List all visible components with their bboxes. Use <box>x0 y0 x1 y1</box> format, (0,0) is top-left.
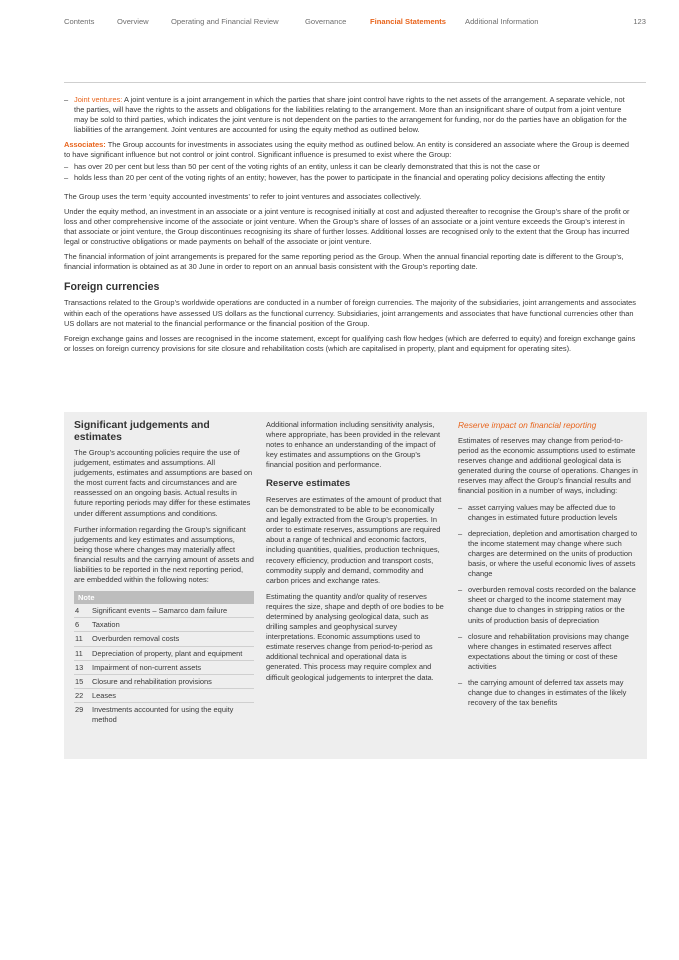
notes-row <box>74 675 254 689</box>
note-number: 29 <box>75 704 84 714</box>
header-divider <box>64 82 646 83</box>
dash-marker: – <box>64 172 69 182</box>
judgements-panel <box>64 412 647 759</box>
main-text <box>64 95 637 359</box>
associates-paragraph <box>64 140 637 160</box>
notes-row <box>74 604 254 618</box>
note-title: Investments accounted for using the equity method <box>92 704 234 724</box>
dash-marker: – <box>458 502 463 512</box>
note-number: 11 <box>75 648 83 658</box>
reserve-estimates-paragraph: Reserves are estimates of the amount of product that can be demonstrated to be able to be economically and legally extracted from the Group’s properties. In order to estimate reserves, assumptions are required about a range of technical and economic factors, including quantities, qualities, production techniques, recovery efficiency, production and transport costs, commodity supply and demand, commodity and carbon prices and exchange rates. <box>266 494 442 585</box>
note-number: 13 <box>75 662 84 672</box>
notes-row <box>74 618 254 632</box>
note-title: Leases <box>92 690 116 700</box>
note-title: Depreciation of property, plant and equipment <box>92 648 243 658</box>
dash-marker: – <box>64 161 69 171</box>
paragraph-fx-transactions: Transactions related to the Group’s worldwide operations are conducted in a number of foreign currencies. The majority of the subsidiaries, joint arrangements and associates within each of the operations have assessed US dollars as the functional currency. Subsidiaries, joint arrangements and associates that have functional currencies other than US dollars are not material to the financial performance or the financial position of the Group. <box>64 298 637 328</box>
judgements-heading: Significant judgements and estimates <box>74 420 210 443</box>
note-title: Taxation <box>92 620 120 630</box>
note-title: Impairment of non-current assets <box>92 662 202 672</box>
dash-marker: – <box>64 95 69 104</box>
nav-operating-financial-review[interactable]: Operating and Financial Review <box>171 17 279 26</box>
notes-row <box>74 632 254 646</box>
reserve-estimates-heading: Reserve estimates <box>266 478 351 490</box>
notes-table-header: Note <box>74 591 254 604</box>
dash-marker: – <box>458 585 463 595</box>
dash-marker: – <box>458 631 463 641</box>
note-number: 4 <box>75 606 80 616</box>
additional-info-paragraph: Additional information including sensitivity analysis, where appropriate, has been provided in the relevant notes to enhance an understanding of the impact of key estimates and assumptions on the Group’s financial position and performance. <box>266 420 441 470</box>
panel-column-2 <box>266 420 444 689</box>
paragraph-equity-term: The Group uses the term ‘equity accounted investments’ to refer to joint ventures and associates collectively. <box>64 191 422 201</box>
bullet-text: overburden removal costs recorded on the balance sheet or charged to the income statement may change due to changes in stripping ratios or the units of production basis of depreciation <box>468 585 636 625</box>
note-number: 15 <box>75 676 84 686</box>
reserve-impact-bullet <box>458 529 638 579</box>
note-number: 11 <box>75 634 83 644</box>
reserve-impact-bullet <box>458 632 638 672</box>
reserve-impact-bullet <box>458 585 638 625</box>
reserve-impact-heading: Reserve impact on financial reporting <box>458 420 597 430</box>
joint-ventures-item <box>64 95 637 135</box>
joint-ventures-text: A joint venture is a joint arrangement in which the parties that share joint control have rights to the net assets of the arrangement. A separate vehicle, not the parties, will have the rights to the assets and obligations for the liabilities relating to the arrangement. More than an insignificant share of output from a joint venture may be sold to third parties, which indicates the joint venture is not dependent on the parties to the arrangement for funding, nor do the parties have an obligation for the liabilities of the arrangement. Joint ventures are accounted for using the equity method as outlined below. <box>74 95 627 135</box>
reserve-estimates-paragraph: Estimating the quantity and/or quality of reserves requires the size, shape and depth of ore bodies to be determined by analysing geological data, such as drilling samples and geophysical survey interpretations. Economic assumptions used to estimate reserves change from period-to-period as additional technical and operational data is generated. This process may require complex and difficult geological judgements to interpret the data. <box>266 591 444 682</box>
top-navigation <box>64 17 646 29</box>
dash-marker: – <box>458 528 463 538</box>
nav-contents[interactable]: Contents <box>64 17 95 26</box>
associates-bullet <box>64 173 637 183</box>
associates-bullet-text: holds less than 20 per cent of the voting rights of an entity; however, has the power to participate in the financial and operating policy decisions affecting the entity <box>74 172 606 182</box>
nav-governance[interactable]: Governance <box>305 17 347 26</box>
notes-row <box>74 647 254 661</box>
nav-overview[interactable]: Overview <box>117 17 149 26</box>
nav-financial-statements[interactable]: Financial Statements <box>370 17 446 26</box>
foreign-currencies-heading: Foreign currencies <box>64 281 160 294</box>
notes-row <box>74 661 254 675</box>
paragraph-fx-gains: Foreign exchange gains and losses are recognised in the income statement, except for qualifying cash flow hedges (which are deferred to equity) and foreign exchange gains or losses on foreign currency provisions for site closure and rehabilitation costs (which are capitalised in property, plant and equipment for operating sites). <box>64 333 636 353</box>
panel-column-3 <box>458 420 638 714</box>
paragraph-joint-arrangements: The financial information of joint arrangements is prepared for the same reporting period as the Group. When the annual financial reporting date is different to the Group’s, financial information is obtained as at 30 June in order to report on an annual basis consistent with the Group’s reporting date. <box>64 252 624 272</box>
dash-marker: – <box>458 677 463 687</box>
associates-label: Associates: <box>64 140 106 150</box>
reserve-impact-bullet <box>458 678 638 708</box>
paragraph-equity-method: Under the equity method, an investment in an associate or a joint venture is recognised initially at cost and adjusted thereafter to recognise the Group’s share of the profit or loss and other comprehensive income of the associate or joint venture. When the Group’s share of losses of an associate or a joint venture exceeds the Group’s interest in that associate or joint venture, the Group discontinues recognising its share of further losses. Additional losses are recognised only to the extent that the Group has incurred legal or constructive obligations or made payments on behalf of the associate or joint venture. <box>64 206 630 247</box>
panel-column-1 <box>74 420 254 726</box>
associates-text: The Group accounts for investments in associates using the equity method as outlined below. An entity is considered an associate where the Group is deemed to have significant influence but not control or joint control. Significant influence is presumed to exist where the Group: <box>64 140 630 160</box>
bullet-text: closure and rehabilitation provisions may change where changes in estimated reserves affect expectations about the timing or cost of these activities <box>468 631 629 671</box>
judgements-paragraph: Further information regarding the Group’s significant judgements and key estimates and assumptions, being those where changes may materially affect financial results and the carrying amount of assets and liabilities to be reported in the next reporting period, are embedded within the following notes: <box>74 524 254 585</box>
associates-bullet-text: has over 20 per cent but less than 50 per cent of the voting rights of an entity, unless it can be clearly demonstrated that this is not the case or <box>74 161 540 171</box>
notes-table <box>74 591 254 726</box>
nav-additional-information[interactable]: Additional Information <box>465 17 539 26</box>
page-number: 123 <box>633 17 646 26</box>
notes-row <box>74 689 254 703</box>
note-title: Closure and rehabilitation provisions <box>92 676 212 686</box>
judgements-paragraph: The Group’s accounting policies require the use of judgement, estimates and assumptions. All judgements, estimates and assumptions are based on the most current facts and circumstances and are reassessed on an ongoing basis. Actual results in future reporting periods may differ for these estimates under different assumptions and conditions. <box>74 448 253 518</box>
note-number: 22 <box>75 690 84 700</box>
note-title: Overburden removal costs <box>92 634 180 644</box>
reserve-impact-bullet <box>458 503 638 523</box>
bullet-text: depreciation, depletion and amortisation charged to the income statement may change where such charges are determined on the units of production basis, or where the useful economic lives of assets change <box>468 528 638 579</box>
joint-ventures-label: Joint ventures: <box>74 95 123 104</box>
note-title: Significant events – Samarco dam failure <box>92 606 228 616</box>
note-number: 6 <box>75 620 80 630</box>
bullet-text: asset carrying values may be affected due to changes in estimated future production levels <box>468 502 618 522</box>
reserve-impact-paragraph: Estimates of reserves may change from period-to-period as the economic assumptions used to estimate reserves change and additional geological data is generated during the course of operations. Changes in reserves may affect the Group’s financial results and financial position in a number of ways, including: <box>458 436 638 496</box>
associates-bullet <box>64 162 637 172</box>
bullet-text: the carrying amount of deferred tax assets may change due to changes in estimates of the likely recovery of the tax benefits <box>468 677 627 708</box>
notes-row <box>74 703 254 726</box>
